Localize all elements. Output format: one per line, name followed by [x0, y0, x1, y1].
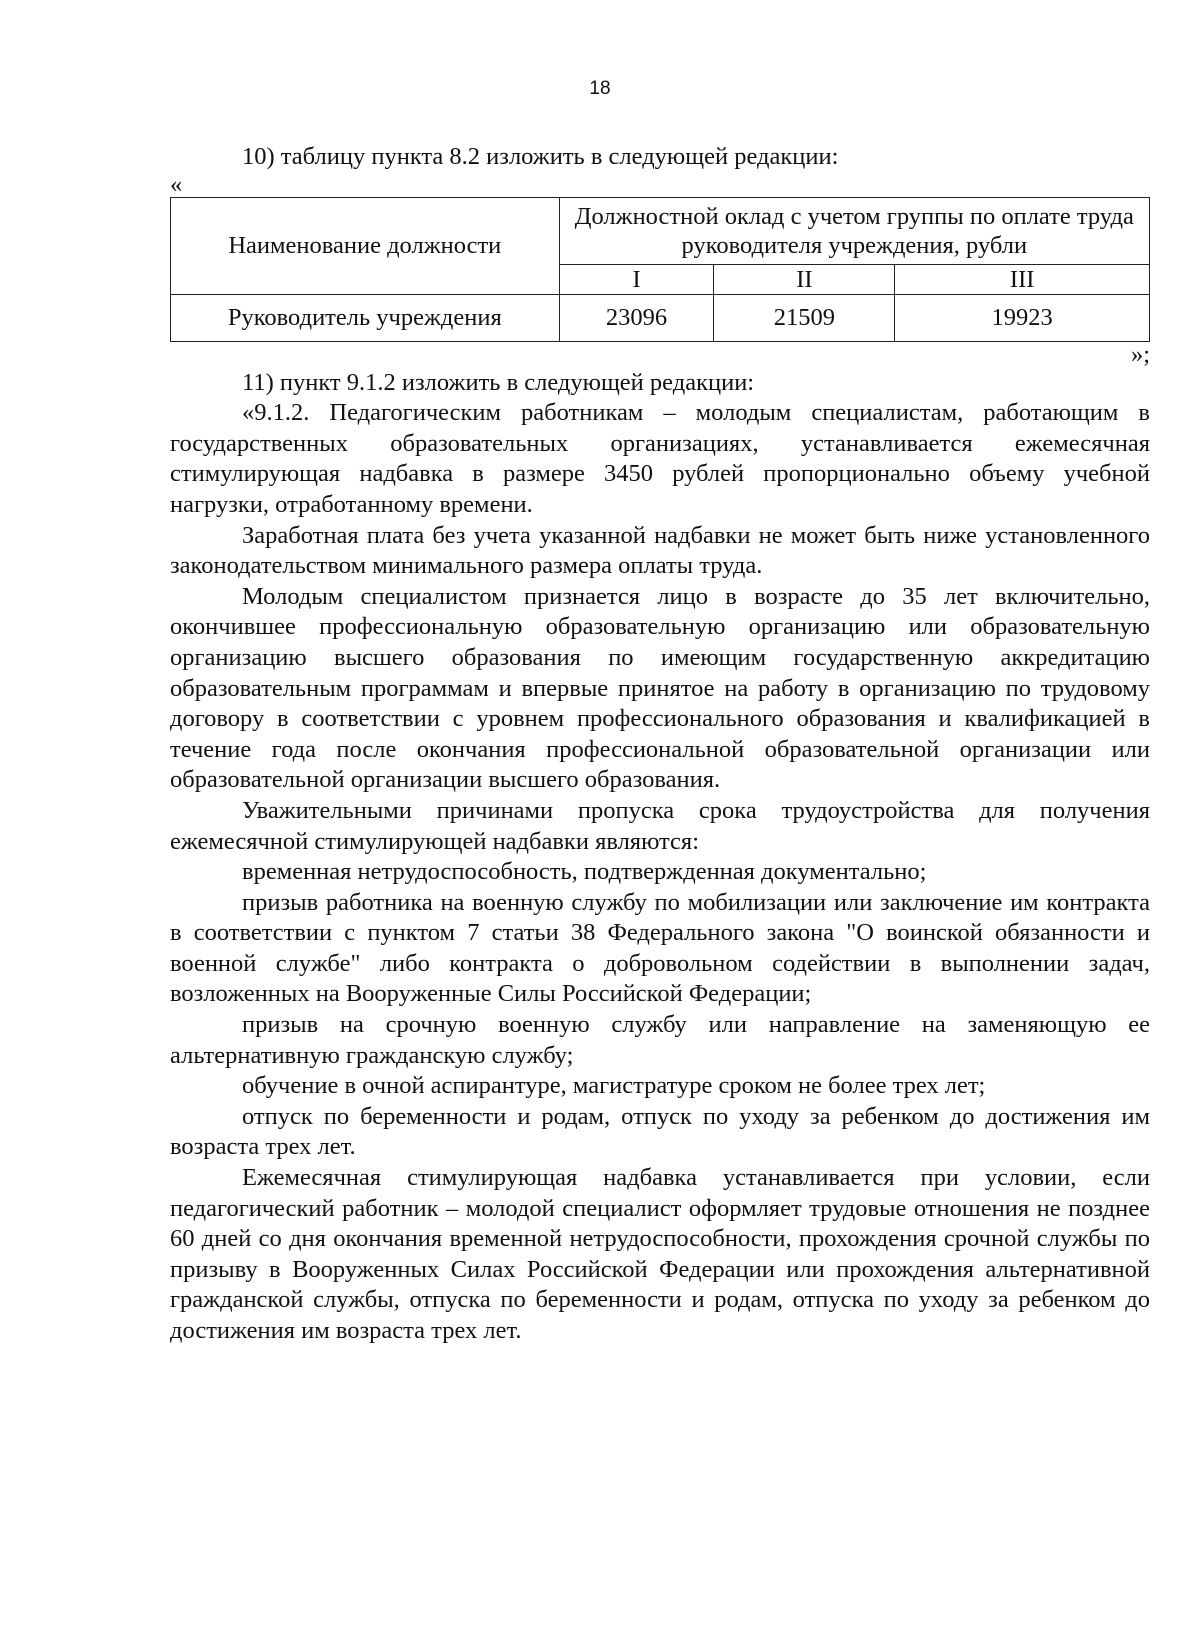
table-row [171, 294, 1150, 341]
salary-cell-2: 21509 [714, 294, 895, 341]
position-header-cell: Наименование должности [171, 197, 560, 294]
salary-table [170, 197, 1150, 342]
table-header-row [171, 197, 1150, 264]
paragraph: Уважительными причинами пропуска срока трудоустройства для получения ежемесячной стимулирующей надбавки являются: [170, 796, 1150, 855]
paragraph: призыв на срочную военную службу или направление на заменяющую ее альтернативную гражданскую службу; [170, 1011, 1150, 1069]
paragraph: Заработная плата без учета указанной надбавки не может быть ниже установленного законодательством минимального размера оплаты труда. [170, 521, 1150, 580]
position-cell: Руководитель учреждения [171, 294, 560, 341]
salary-cell-1: 23096 [559, 294, 714, 341]
page-number: 18 [589, 78, 611, 99]
salary-header-cell: Должностной оклад с учетом группы по оплате труда руководителя учреждения, рубли [559, 197, 1149, 264]
table-close-quote: »; [1130, 340, 1150, 368]
group-cell-1: I [559, 264, 714, 294]
paragraph: отпуск по беременности и родам, отпуск по уходу за ребенком до достижения им возраста трех лет. [170, 1102, 1150, 1161]
document-body [170, 142, 1150, 1347]
group-cell-2: II [714, 264, 895, 294]
table-open-quote: « [170, 170, 183, 198]
paragraph: временная нетрудоспособность, подтвержденная документально; [242, 858, 927, 886]
paragraph: призыв работника на военную службу по мобилизации или заключение им контракта в соответствии с пунктом 7 статьи 38 Федерального закона "О воинской обязанности и военной службе" либо контракта о добровольном содействии в выполнении задач, возложенных на Вооруженные Силы Российской Федерации; [170, 888, 1150, 1008]
salary-cell-3: 19923 [895, 294, 1150, 341]
paragraph: Молодым специалистом признается лицо в возрасте до 35 лет включительно, окончившее профессиональную образовательную организацию или образовательную организацию высшего образования по имеющим государственную аккредитацию образовательным программам и впервые принятое на работу в организацию по трудовому договору в соответствии с уровнем профессионального образования и квалификацией в течение года после окончания профессиональной образовательной организации или образовательной организации высшего образования. [170, 582, 1150, 794]
group-cell-3: III [895, 264, 1150, 294]
paragraph: обучение в очной аспирантуре, магистратуре сроком не более трех лет; [242, 1072, 986, 1100]
paragraph: «9.1.2. Педагогическим работникам – молодым специалистам, работающим в государственных образовательных организациях, устанавливается ежемесячная стимулирующая надбавка в размере 3450 рублей пропорционально объему учебной нагрузки, отработанному времени. [170, 399, 1150, 518]
item-11-heading: 11) пункт 9.1.2 изложить в следующей редакции: [242, 368, 755, 396]
item-10-heading: 10) таблицу пункта 8.2 изложить в следующей редакции: [242, 143, 839, 170]
paragraph: Ежемесячная стимулирующая надбавка устанавливается при условии, если педагогический работник – молодой специалист оформляет трудовые отношения не позднее 60 дней со дня окончания временной нетрудоспособности, прохождения срочной службы по призыву в Вооруженных Силах Российской Федерации или прохождения альтернативной гражданской службы, отпуска по беременности и родам, отпуска по уходу за ребенком до достижения им возраста трех лет. [170, 1164, 1150, 1344]
